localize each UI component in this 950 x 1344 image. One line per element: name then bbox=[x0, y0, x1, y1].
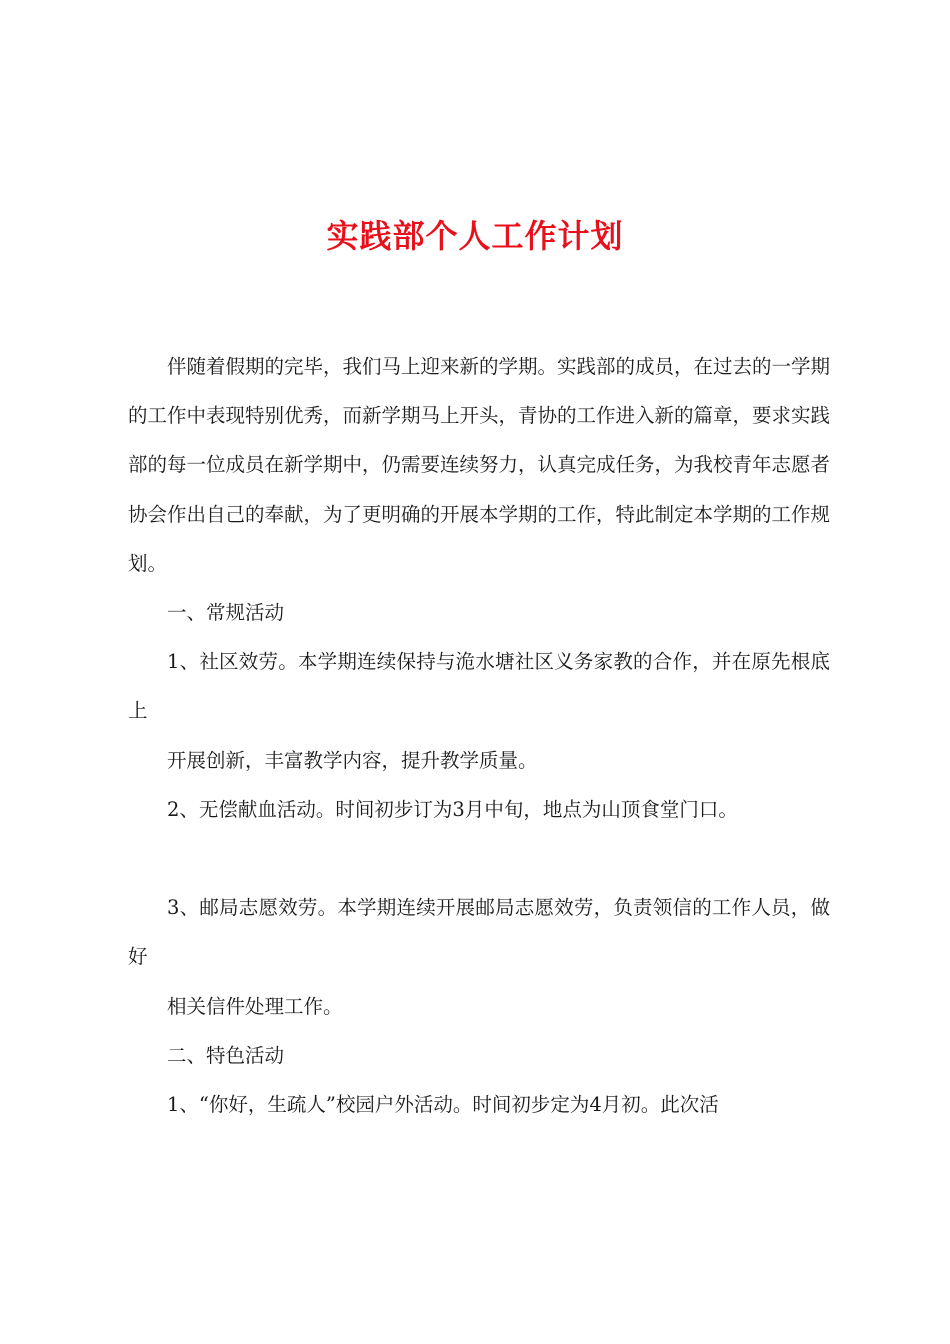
document-title: 实践部个人工作计划 bbox=[326, 217, 624, 255]
paragraph-intro: 伴随着假期的完毕，我们马上迎来新的学期。实践部的成员，在过去的一学期的工作中表现特别优秀，而新学期马上开头，青协的工作进入新的篇章，要求实践部的每一位成员在新学期中，仍需要连续努力，认真完成任务，为我校青年志愿者协会作出自己的奉献，为了更明确的开展本学期的工作，特此制定本学期的工作规划。 bbox=[128, 355, 831, 575]
document-body bbox=[128, 342, 830, 1129]
paragraph-post-office-service: 3、邮局志愿效劳。本学期连续开展邮局志愿效劳，负责领信的工作人员，做好 bbox=[128, 896, 830, 969]
paragraph-hello-stranger: 1、“你好，生疏人”校园户外活动。时间初步定为4月初。此次活 bbox=[167, 1093, 719, 1117]
paragraph-community-service-continued: 开展创新，丰富教学内容，提升教学质量。 bbox=[167, 748, 538, 772]
paragraph-community-service: 1、社区效劳。本学期连续保持与洈水塘社区义务家教的合作，并在原先根底上 bbox=[128, 650, 830, 723]
section-heading-special-activities: 二、特色活动 bbox=[167, 1043, 285, 1067]
paragraph-post-office-service-continued: 相关信件处理工作。 bbox=[167, 994, 343, 1018]
section-heading-regular-activities: 一、常规活动 bbox=[167, 601, 285, 625]
paragraph-blood-donation: 2、无偿献血活动。时间初步订为3月中旬，地点为山顶食堂门口。 bbox=[167, 797, 738, 821]
